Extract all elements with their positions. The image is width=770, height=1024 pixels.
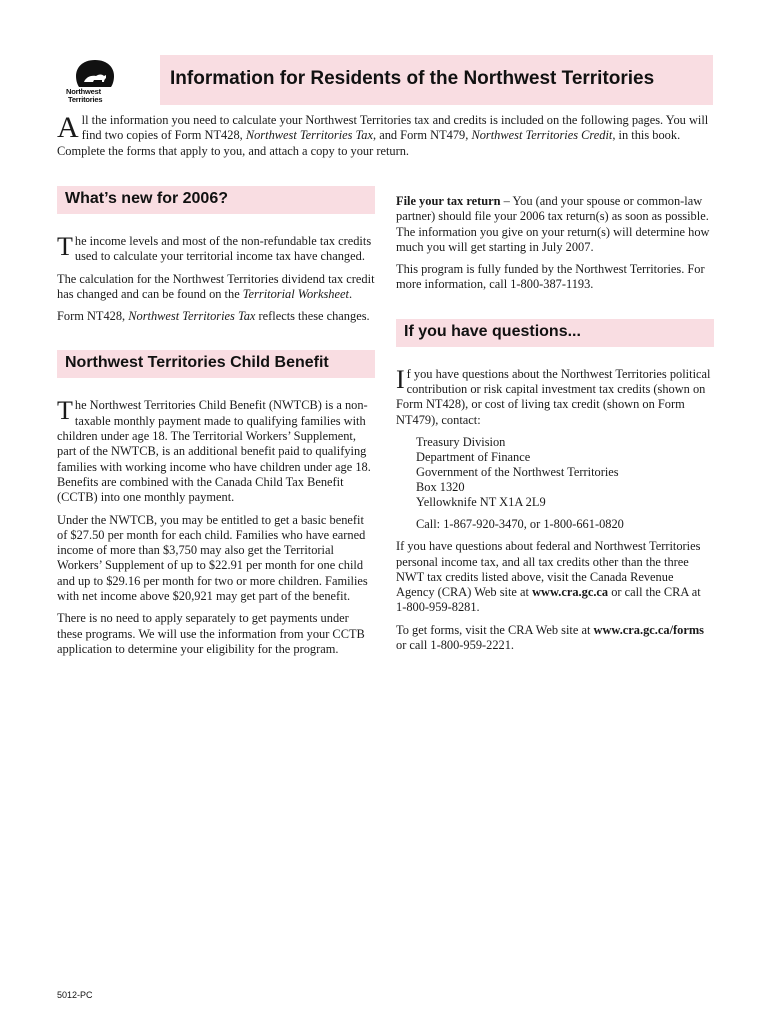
form-code: 5012-PC [57,990,93,1000]
questions-text-3c: or call 1-800-959-2221. [396,638,515,653]
questions-text-2a: If you have questions about federal and Northwest Territories personal income tax, and all tax credits other than the three NWT tax credits listed above, visit the Canada Revenue Agency (CRA) Web site at [396,539,701,600]
address-line: Government of the Northwest Territories [416,464,619,479]
whats-new-header [57,186,375,214]
questions-paragraph-1 [396,364,714,428]
address-line: Yellowknife NT X1A 2L9 [416,494,546,509]
questions-text-2c: or call the CRA at 1-800-959-8281. [396,585,701,615]
file-return-label: File your tax return [396,194,501,208]
whats-new-dropcap: T [57,232,73,261]
polar-bear-icon [72,58,118,90]
nt428-form-title: Northwest Territories Tax [128,309,256,324]
child-benefit-dropcap: T [57,396,73,426]
contact-address [416,435,714,510]
funding-paragraph: This program is fully funded by the Northwest Territories. For more information, call 1-800-387-1193. [396,262,705,292]
intro-form-nt428-title: Northwest Territories Tax [245,128,373,143]
whats-new-text-3b: reflects these changes. [255,309,370,324]
child-benefit-paragraph-2: Under the NWTCB, you may be entitled to get a basic benefit of $27.50 per month for each child. Families who have earned income of more than $3,750 may also get the Territorial Workers’ Supplement of up to $22.91 per month for one child and up to $29.16 per month for two or more children. Families with net income above $20,921 may get part of the benefit. [57,512,368,604]
child-benefit-heading: Northwest Territories Child Benefit [65,354,329,372]
questions-dropcap: I [396,364,405,394]
intro-form-nt479-title: Northwest Territories Credit [471,128,613,143]
intro-text-1: ll the information you need to calculate your Northwest Territories tax and credits is included on the following pages. You will find two copies of Form NT428, [81,113,709,143]
child-benefit-header [57,350,375,378]
address-line: Treasury Division [416,434,506,449]
questions-heading: If you have questions... [404,322,581,340]
left-column [57,186,375,664]
whats-new-paragraph-3 [57,309,375,324]
child-benefit-text-1: he Northwest Territories Child Benefit (NWTCB) is a non-taxable monthly payment made to qualifying families with children under age 18. The Territorial Workers’ Supplement, part of the NWTCB, is an additional benefit paid to qualifying families with working income who have children under age 18. Benefits are combined with the Canada Child Tax Benefit (CCTB) into one monthly payment. [57,398,371,505]
territorial-worksheet-title: Territorial Worksheet [242,286,349,301]
file-return-paragraph [396,194,714,255]
intro-text-2: , and Form NT479, [373,128,472,143]
whats-new-text-2a: The calculation for the Northwest Territories dividend tax credit has changed and can be found on the [57,271,375,301]
child-benefit-paragraph-3: There is no need to apply separately to get payments under these programs. We will use the information from your CCTB application to determine your eligibility for the program. [57,611,365,656]
intro-text-3: , in this book. Complete the forms that apply to you, and attach a copy to your return. [57,128,681,158]
page-title: Information for Residents of the Northwest Territories [170,68,655,89]
whats-new-paragraph-1 [57,234,375,265]
questions-paragraph-2 [396,539,714,615]
questions-paragraph-3 [396,623,714,654]
intro-dropcap: A [57,111,79,144]
address-line: Department of Finance [416,449,531,464]
contact-phone: Call: 1-867-920-3470, or 1-800-661-0820 [416,516,624,531]
whats-new-heading: What’s new for 2006? [65,190,228,207]
whats-new-paragraph-2 [57,272,375,303]
questions-header [396,319,714,347]
logo-text-line1: Northwest [66,87,101,96]
whats-new-text-1: he income levels and most of the non-refundable tax credits used to calculate your territorial income tax have changed. [74,234,372,264]
cra-forms-link[interactable]: www.cra.gc.ca/forms [593,622,704,637]
territory-logo [58,58,120,106]
whats-new-text-2b: . [348,286,353,301]
title-banner [160,55,713,105]
file-return-text: – You (and your spouse or common-law partner) should file your 2006 tax return(s) as soon as possible. The information you give on your return(s) will determine how much you will get starting in July 2007. [396,194,710,254]
logo-text-line2: Territories [68,95,103,104]
child-benefit-paragraph-1 [57,398,375,505]
intro-paragraph [57,113,713,159]
questions-text-1: f you have questions about the Northwest Territories political contribution or risk capital investment tax credits (shown on Form NT428), or cost of living tax credit (shown on Form NT479), contact: [396,366,711,427]
cra-website-link[interactable]: www.cra.gc.ca [532,585,609,600]
right-column [396,194,714,660]
address-line: Box 1320 [416,479,465,494]
whats-new-text-3a: Form NT428, [57,309,129,324]
questions-text-3a: To get forms, visit the CRA Web site at [396,622,594,637]
